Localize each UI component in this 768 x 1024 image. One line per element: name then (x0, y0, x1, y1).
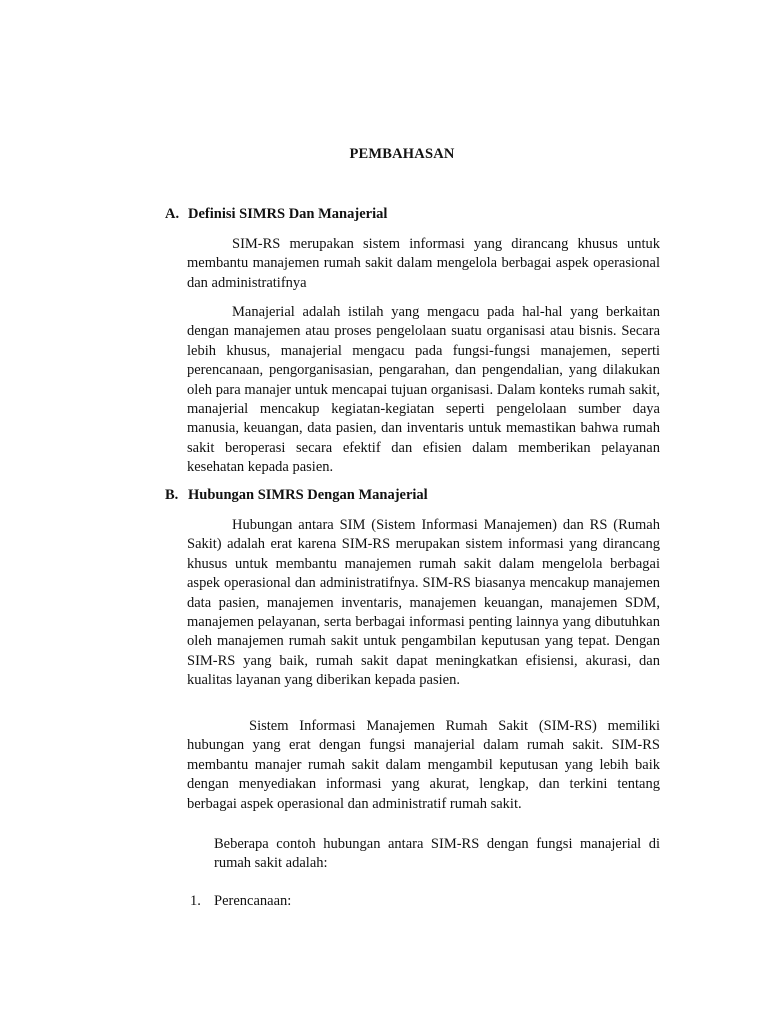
section-b-heading (165, 487, 428, 504)
section-b-letter: B. (165, 487, 179, 503)
section-b-title: Hubungan SIMRS Dengan Manajerial (188, 487, 428, 503)
list-item (190, 893, 291, 910)
section-a-title: Definisi SIMRS Dan Manajerial (188, 206, 388, 222)
page-title: PEMBAHASAN (349, 146, 455, 162)
list-item-number: 1. (190, 893, 201, 909)
section-a-letter: A. (165, 206, 180, 222)
section-a-heading (165, 206, 387, 223)
paragraph: Beberapa contoh hubungan antara SIM-RS dengan fungsi manajerial di rumah sakit adalah: (214, 836, 660, 872)
paragraph: Hubungan antara SIM (Sistem Informasi Manajemen) dan RS (Rumah Sakit) adalah erat karena SIM-RS merupakan sistem informasi yang dirancang khusus untuk membantu manajemen rumah sakit dalam mengelola berbagai aspek operasional dan administratifnya. SIM-RS biasanya mencakup manajemen data pasien, manajemen inventaris, manajemen keuangan, manajemen SDM, manajemen pelayanan, serta berbagai informasi penting lainnya yang dibutuhkan oleh manajemen rumah sakit untuk pengambilan keputusan yang tepat. Dengan SIM-RS yang baik, rumah sakit dapat meningkatkan efisiensi, akurasi, dan kualitas layanan yang diberikan kepada pasien. (187, 517, 660, 689)
paragraph: Sistem Informasi Manajemen Rumah Sakit (SIM-RS) memiliki hubungan yang erat dengan fungsi manajerial dalam rumah sakit. SIM-RS membantu manajer rumah sakit dalam mengambil keputusan yang lebih baik dengan menyediakan informasi yang akurat, lengkap, dan terkini tentang berbagai aspek operasional dan administratif rumah sakit. (187, 718, 660, 812)
paragraph: SIM-RS merupakan sistem informasi yang dirancang khusus untuk membantu manajemen rumah sakit dalam mengelola berbagai aspek operasional dan administratifnya (187, 236, 660, 291)
paragraph: Manajerial adalah istilah yang mengacu pada hal-hal yang berkaitan dengan manajemen atau proses pengelolaan suatu organisasi atau bisnis. Secara lebih khusus, manajerial mengacu pada fungsi-fungsi manajemen, seperti perencanaan, pengorganisasian, pengarahan, dan pengendalian, yang dilakukan oleh para manajer untuk mencapai tujuan organisasi. Dalam konteks rumah sakit, manajerial mencakup kegiatan-kegiatan seperti pengelolaan sumber daya manusia, keuangan, data pasien, dan inventaris untuk memastikan bahwa rumah sakit beroperasi secara efektif dan efisien dalam memberikan pelayanan kesehatan kepada pasien. (187, 304, 660, 476)
list-item-text: Perencanaan: (214, 893, 292, 909)
